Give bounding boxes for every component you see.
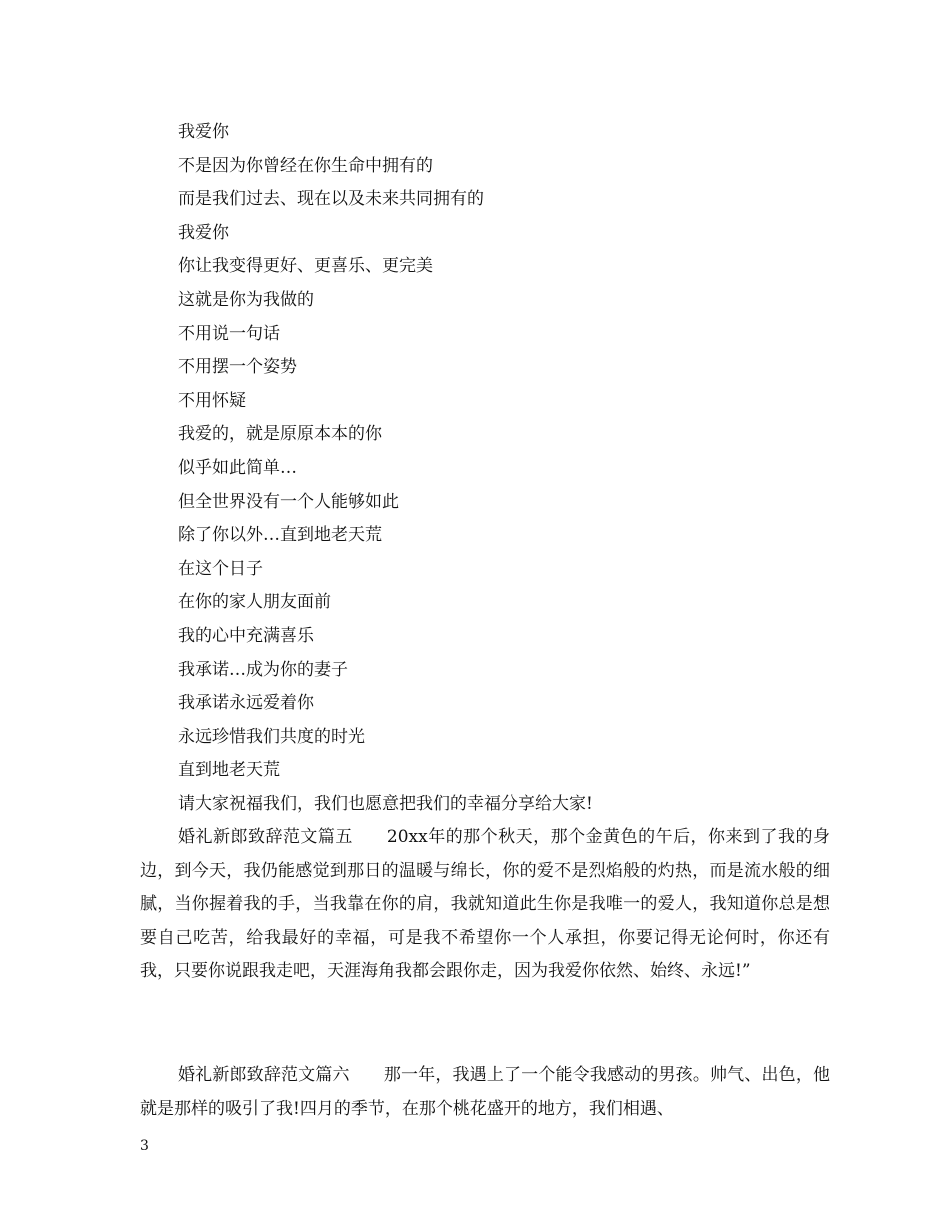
- section-five-paragraph: [140, 821, 830, 989]
- poem-line: 除了你以外…直到地老天荒: [178, 525, 382, 546]
- section-six-body: 那一年，我遇上了一个能令我感动的男孩。帅气、出色，他就是那样的吸引了我!四月的季节，在那个桃花盛开的地方，我们相遇、: [140, 1065, 831, 1119]
- section-six-heading: 婚礼新郎致辞范文篇六: [178, 1065, 350, 1085]
- poem-line: 直到地老天荒: [178, 760, 280, 781]
- poem-line: 不用怀疑: [178, 390, 246, 411]
- poem-line: 我承诺…成为你的妻子: [178, 659, 348, 680]
- poem-line: 不用说一句话: [178, 323, 280, 344]
- poem-line: 不用摆一个姿势: [178, 357, 297, 378]
- poem-line: 我爱你: [178, 122, 229, 142]
- poem-block: [178, 116, 838, 821]
- poem-line: 但全世界没有一个人能够如此: [178, 491, 399, 512]
- poem-line: 似乎如此简单…: [178, 457, 297, 478]
- section-five-body: 20xx年的那个秋天，那个金黄色的午后，你来到了我的身边，到今天，我仍能感觉到那日的温暖与绵长，你的爱不是烈焰般的灼热，而是流水般的细腻，当你握着我的手，当我靠在你的肩，我就知道此生你是我唯一的爱人，我知道你总是想要自己吃苦，给我最好的幸福，可是我不希望你一个人承担，你要记得无论何时，你还有我，只要你说跟我走吧，天涯海角我都会跟你走，因为我爱你依然、始终、永远!”: [140, 827, 830, 982]
- page-number: 3: [140, 1138, 149, 1154]
- section-five-heading: 婚礼新郎致辞范文篇五: [178, 827, 353, 847]
- poem-line: 我承诺永远爱着你: [178, 693, 314, 714]
- poem-line: 在这个日子: [178, 558, 263, 579]
- poem-line: 我爱的，就是原原本本的你: [178, 424, 382, 445]
- poem-line: 在你的家人朋友面前: [178, 592, 331, 613]
- poem-line: 而是我们过去、现在以及未来共同拥有的: [178, 189, 484, 210]
- poem-line: 我爱你: [178, 222, 229, 243]
- poem-closing-line: 请大家祝福我们，我们也愿意把我们的幸福分享给大家!: [178, 793, 593, 814]
- poem-line: 我的心中充满喜乐: [178, 625, 314, 646]
- poem-line: 不是因为你曾经在你生命中拥有的: [178, 155, 433, 176]
- section-six-paragraph: [140, 1059, 830, 1126]
- poem-line: 永远珍惜我们共度的时光: [178, 726, 365, 747]
- poem-line: 你让我变得更好、更喜乐、更完美: [178, 256, 433, 277]
- poem-line: 这就是你为我做的: [178, 289, 314, 310]
